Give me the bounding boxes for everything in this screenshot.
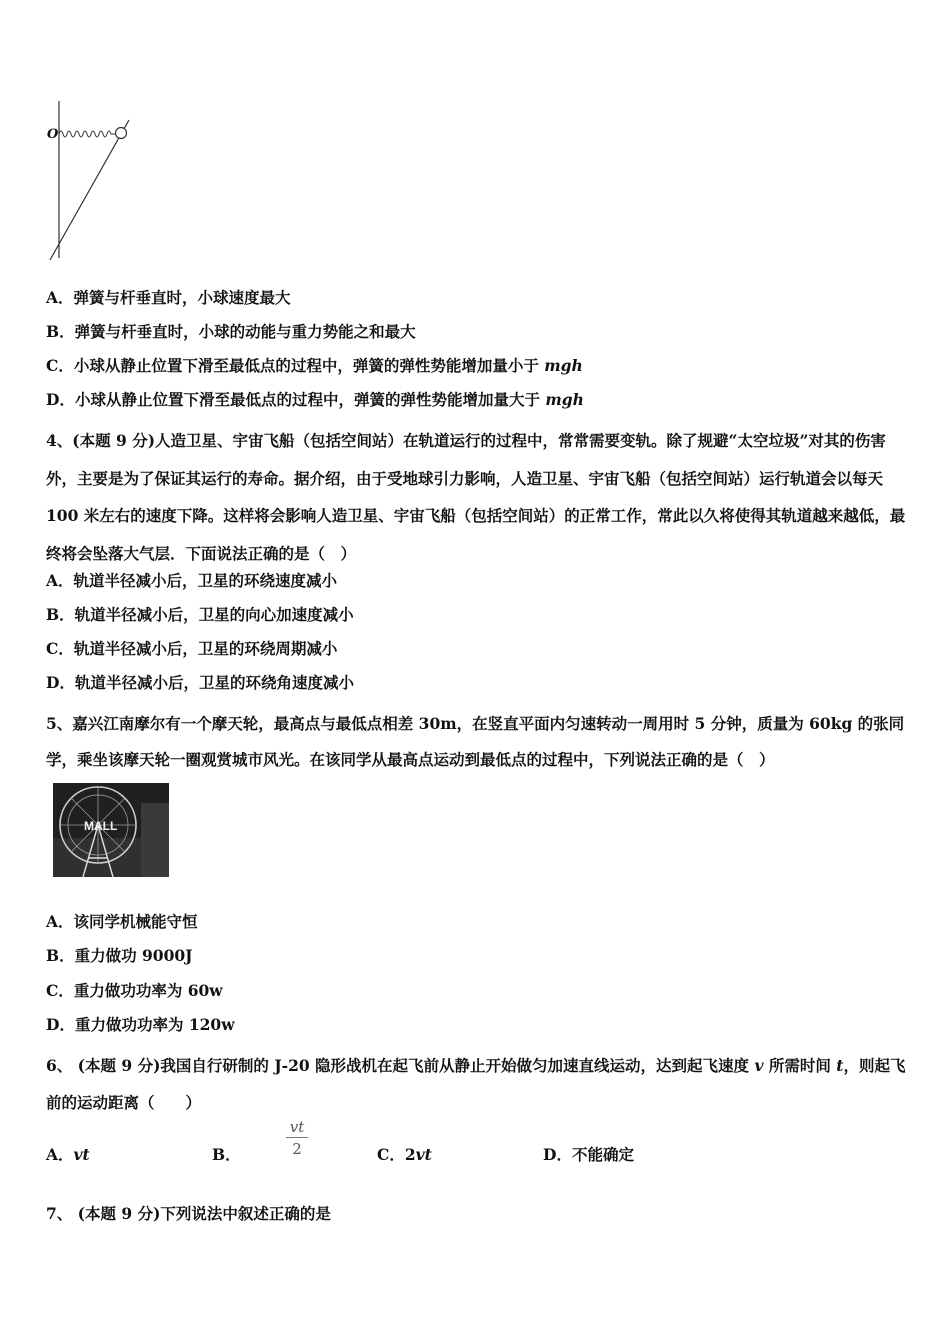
q7-stem: 7、 (本题 9 分)下列说法中叙述正确的是 (46, 1204, 331, 1223)
q6-options (46, 1118, 906, 1180)
q4-option-a: A．轨道半径减小后，卫星的环绕速度减小 (46, 571, 338, 590)
q5-option-a: A．该同学机械能守恒 (46, 912, 198, 931)
q4-option-c: C．轨道半径减小后，卫星的环绕周期减小 (46, 639, 338, 658)
q5-stem: 5、嘉兴江南摩尔有一个摩天轮，最高点与最低点相差 30m，在竖直平面内匀速转动一周用时 5 分钟，质量为 60kg 的张同学，乘坐该摩天轮一圈观赏城市风光。在该同学从最高点运动到最低点的过程中，下列说法正确的是（ ） (46, 714, 905, 769)
q3-option-a: A．弹簧与杆垂直时，小球速度最大 (46, 288, 291, 307)
ball (116, 128, 127, 139)
q5-option-c: C．重力做功功率为 60w (46, 981, 223, 1000)
q3-option-c: C．小球从静止位置下滑至最低点的过程中，弹簧的弹性势能增加量小于 mgh (46, 356, 583, 375)
q5-option-b: B．重力做功 9000J (46, 946, 193, 965)
q3-option-d: D．小球从静止位置下滑至最低点的过程中，弹簧的弹性势能增加量大于 mgh (46, 390, 584, 409)
q6-stem: 6、 (本题 9 分)我国自行研制的 J-20 隐形战机在起飞前从静止开始做匀加速直线运动，达到起飞速度 v 所需时间 t，则起飞前的运动距离（ ） (46, 1056, 906, 1112)
spring-rod-figure (40, 98, 140, 268)
q6-option-b: B． (212, 1145, 241, 1164)
q6-option-d: D．不能确定 (543, 1145, 634, 1164)
photo-sign-text: MALL (84, 819, 118, 833)
q6-option-c: C．2vt (377, 1145, 432, 1164)
q4-option-b: B．轨道半径减小后，卫星的向心加速度减小 (46, 605, 354, 624)
q4-option-d: D．轨道半径减小后，卫星的环绕角速度减小 (46, 673, 354, 692)
q5-option-d: D．重力做功功率为 120w (46, 1015, 235, 1034)
q6-option-b-fraction: $\frac{vt}{2}$ (286, 1118, 308, 1158)
q3-option-b: B．弹簧与杆垂直时，小球的动能与重力势能之和最大 (46, 322, 416, 341)
point-o-label: O (47, 127, 59, 142)
ferris-wheel-drawing (53, 783, 169, 877)
q6-option-a: A．vt (46, 1145, 90, 1164)
q4-stem: 4、(本题 9 分)人造卫星、宇宙飞船（包括空间站）在轨道运行的过程中，常常需要变轨。除了规避“太空垃圾”对其的伤害外，主要是为了保证其运行的寿命。据介绍，由于受地球引力影响，人造卫星、宇宙飞船（包括空间站）运行轨道会以每天 100 米左右的速度下降。这样将会影响人造卫星、宇宙飞船（包括空间站）的正常工作，常此以久将使得其轨道越来越低，最终将会坠落大气层．下面说法正确的是（ ） (46, 431, 906, 563)
ferris-wheel-photo (53, 783, 169, 877)
